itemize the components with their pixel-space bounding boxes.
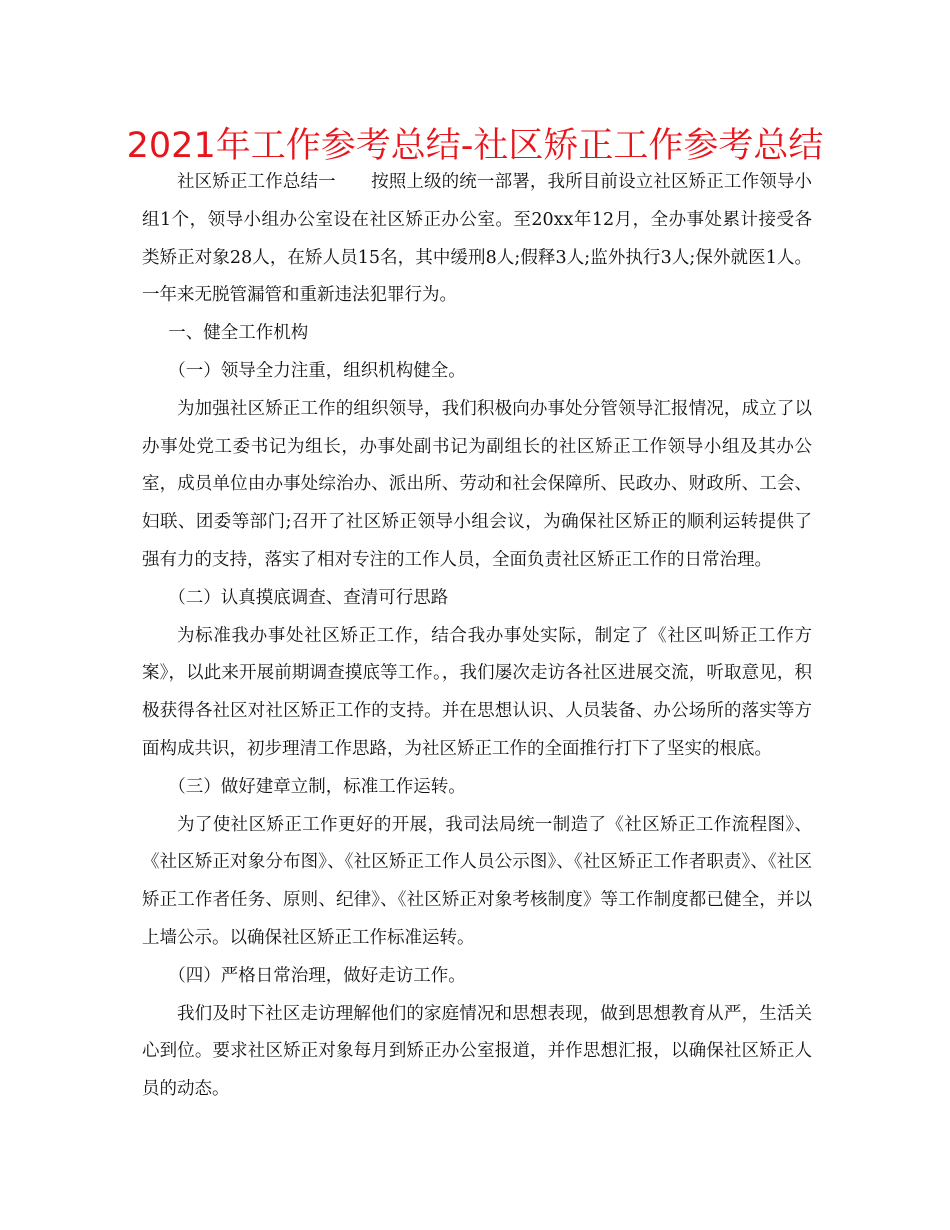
section-heading: 一、健全工作机构 (168, 323, 309, 344)
paragraph: 社区矫正工作总结一 按照上级的统一部署，我所目前设立社区矫正工作领导小组1个，领导小组办公室设在社区矫正办公室。至20xx年12月，全办事处累计接受各类矫正对象28人，在矫人员15名，其中缓刑8人;假释3人;监外执行3人;保外就医1人。一年来无脱管漏管和重新违法犯罪行为。 (142, 172, 812, 306)
paragraph: 为加强社区矫正工作的组织领导，我们积极向办事处分管领导汇报情况，成立了以办事处党工委书记为组长，办事处副书记为副组长的社区矫正工作领导小组及其办公室，成员单位由办事处综治办、派出所、劳动和社会保障所、民政办、财政所、工会、妇联、团委等部门;召开了社区矫正领导小组会议，为确保社区矫正的顺利运转提供了强有力的支持，落实了相对专注的工作人员，全面负责社区矫正工作的日常治理。 (142, 398, 812, 570)
paragraph: 我们及时下社区走访理解他们的家庭情况和思想表现，做到思想教育从严，生活关心到位。要求社区矫正对象每月到矫正办公室报道，并作思想汇报，以确保社区矫正人员的动态。 (142, 1003, 812, 1100)
document-body (142, 164, 812, 1109)
subsection-heading: （四）严格日常治理，做好走访工作。 (168, 965, 466, 986)
subsection-heading: （一）领导全力注重，组织机构健全。 (168, 360, 466, 381)
paragraph: 为标准我办事处社区矫正工作，结合我办事处实际，制定了《社区叫矫正工作方案》，以此来开展前期调查摸底等工作。，我们屡次走访各社区进展交流，听取意见，积极获得各社区对社区矫正工作的支持。并在思想认识、人员装备、办公场所的落实等方面构成共识，初步理清工作思路，为社区矫正工作的全面推行打下了坚实的根底。 (142, 625, 812, 759)
subsection-heading: （三）做好建章立制，标准工作运转。 (168, 776, 466, 797)
document-title: 2021年工作参考总结-社区矫正工作参考总结 (126, 126, 824, 166)
subsection-heading: （二）认真摸底调查、查清可行思路 (168, 587, 449, 608)
paragraph: 为了使社区矫正工作更好的开展，我司法局统一制造了《社区矫正工作流程图》、《社区矫正对象分布图》、《社区矫正工作人员公示图》、《社区矫正工作者职责》、《社区矫正工作者任务、原则、纪律》、《社区矫正对象考核制度》等工作制度都已健全，并以上墙公示。以确保社区矫正工作标准运转。 (142, 814, 812, 948)
